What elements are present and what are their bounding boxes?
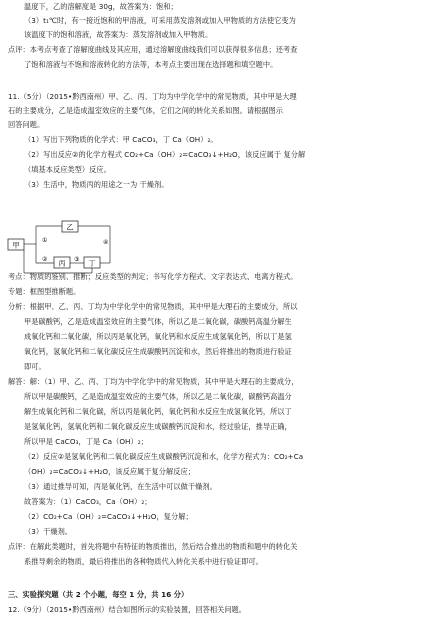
text-line: （2）反应②是氢氧化钙和二氧化碳反应生成碳酸钙沉淀和水，化学方程式为：CO₂+Ca — [24, 452, 304, 461]
arrow-label-3: ③ — [74, 256, 80, 263]
section-heading: 三、实验探究题（共 2 个小题，每空 1 分，共 16 分） — [8, 590, 189, 599]
text-line: （3）通过推导可知，丙是氧化钙，在生活中可以做干燥剂。 — [24, 482, 217, 491]
text-line: 所以甲是碳酸钙，乙是造成温室效应的主要气体，所以乙是二氧化碳，碳酸钙高温分 — [24, 392, 292, 401]
text-line: 系推导剩余的物质，最后将推出的各种物质代入转化关系中进行验证即可。 — [24, 557, 263, 566]
reaction-diagram — [6, 219, 146, 277]
text-line: （3）t₁℃时，有一接近饱和的甲溶液，可采用蒸发溶剂或加入甲物质的方法使它变为 — [24, 16, 296, 25]
text-line: 分析：根据甲、乙、丙、丁均为中学化学中的常见物质，其中甲是大理石的主要成分，所以 — [8, 302, 298, 311]
text-line: （填基本反应类型）反应。 — [24, 165, 111, 174]
text-line: 了饱和溶液与不饱和溶液转化的方法等，本考点主要出现在选择题和填空题中。 — [24, 60, 278, 69]
question-11-title: 11.（5分）（2015•黔西南州）甲、乙、丙、丁均为中学化学中的常见物质，其中甲是大理 — [8, 92, 297, 101]
text-line: 故答案为：（1）CaCO₃，Ca（OH）₂； — [24, 497, 152, 506]
text-line: 解答：解：（1）甲、乙、丙、丁均为中学化学中的常见物质，其中甲是大理石的主要成分， — [8, 377, 299, 386]
node-bing: 丙 — [58, 259, 66, 268]
arrow-label-2: ② — [42, 256, 48, 263]
text-line: 温度下，乙的溶解度是 30g，故答案为：饱和； — [24, 2, 178, 11]
text-line: （2）CO₂+Ca（OH）₂=CaCO₃↓+H₂O，复分解； — [24, 512, 193, 521]
text-line: 成氧化钙和二氧化碳，所以丙是氧化钙，氧化钙和水反应生成氢氧化钙，所以丁是氢 — [24, 332, 292, 341]
question-12-title: 12.（9分）（2015•黔西南州）结合如图所示的实验装置，回答相关问题。 — [8, 605, 247, 614]
text-line: （1）写出下列物质的化学式：甲 CaCO₃，丁 Ca（OH）₂。 — [24, 135, 218, 144]
text-line: （2）写出反应②的化学方程式 CO₂+Ca（OH）₂=CaCO₃↓+H₂O，该反应属于 复分解 — [24, 150, 306, 159]
text-line: 石的主要成分，乙是造成温室效应的主要气体，它们之间的转化关系如图。请根据图示 — [8, 106, 284, 115]
text-line: 氧化钙，氢氧化钙和二氧化碳反应生成碳酸钙沉淀和水，然后将推出的物质进行验证 — [24, 347, 292, 356]
text-line: 甲是碳酸钙，乙是造成温室效应的主要气体，所以乙是二氧化碳，碳酸钙高温分解生 — [24, 317, 292, 326]
node-ding: 丁 — [88, 259, 96, 268]
text-line: 点评：在解此类题时，首先将题中有特征的物质推出，然后结合推出的物质和题中的转化关 — [8, 542, 298, 551]
text-line: （3）生活中，物质丙的用途之一为 干燥剂。 — [24, 180, 169, 189]
text-line: 该温度下的饱和溶液，故答案为：蒸发溶剂或加入甲物质。 — [24, 30, 213, 39]
text-line: 点评：本考点考查了溶解度曲线及其应用，通过溶解度曲线我们可以获得很多信息；还考查 — [8, 45, 298, 54]
node-jia: 甲 — [12, 241, 20, 250]
text-line: 所以甲是 CaCO₃，丁是 Ca（OH）₂； — [24, 437, 148, 446]
text-line: 考点：物质的鉴别、推断；反应类型的判定；书写化学方程式、文字表达式、电离方程式。 — [8, 272, 298, 281]
arrow-label-1: ① — [42, 237, 48, 244]
arrow-label-4: ④ — [103, 239, 109, 246]
text-line: 解生成氧化钙和二氧化碳，所以丙是氧化钙，氧化钙和水反应生成氢氧化钙，所以丁 — [24, 407, 292, 416]
text-line: 回答问题。 — [8, 120, 45, 129]
text-line: 即可。 — [24, 362, 46, 371]
node-yi: 乙 — [66, 223, 74, 232]
text-line: （3）干燥剂。 — [24, 527, 73, 536]
text-line: （OH）₂=CaCO₃↓+H₂O，该反应属于复分解反应； — [24, 467, 195, 476]
text-line: 是氢氧化钙，氢氧化钙和二氧化碳反应生成碳酸钙沉淀和水，经过验证，推导正确， — [24, 422, 292, 431]
text-line: 专题：框图型推断题。 — [8, 287, 81, 296]
